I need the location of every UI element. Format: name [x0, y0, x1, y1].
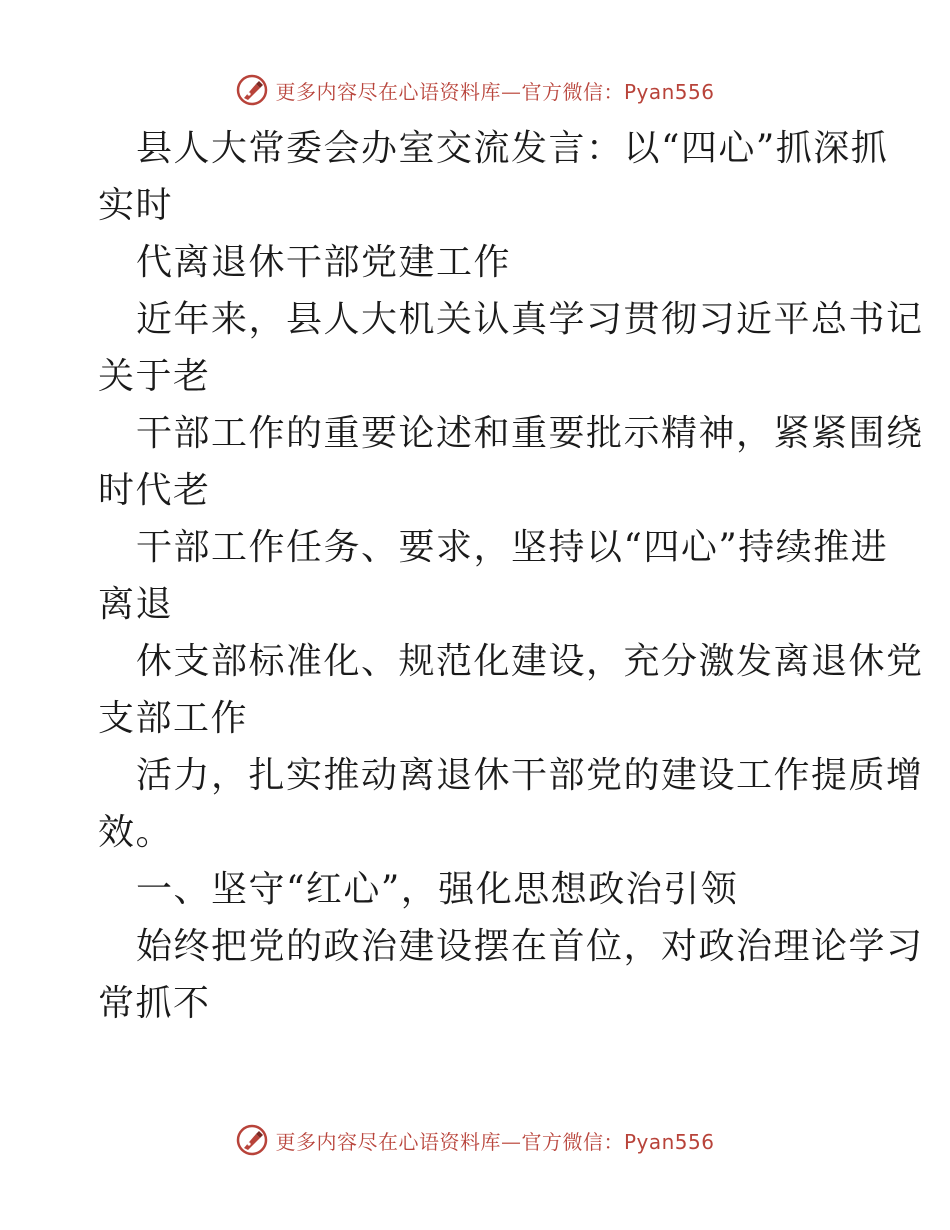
footer-contact: 官方微信：Pyan556 [521, 1129, 715, 1154]
page-footer [0, 1120, 950, 1160]
footer-slogan: 更多内容尽在心语资料库 [275, 1129, 501, 1154]
header-separator: — [500, 79, 522, 104]
header-slogan: 更多内容尽在心语资料库 [275, 79, 501, 104]
paragraph-line: 干部工作的重要论述和重要批示精神，紧紧围绕 [136, 413, 924, 454]
paragraph-line: 支部工作 [98, 698, 249, 739]
header-brand [235, 73, 714, 107]
document-body [98, 120, 924, 1032]
footer-brand [235, 1123, 714, 1157]
paragraph-line: 效。 [98, 812, 174, 853]
paragraph-line: 始终把党的政治建设摆在首位，对政治理论学习 [136, 926, 924, 967]
document-title-line: 实时 [98, 185, 174, 226]
page-header [0, 70, 950, 110]
paragraph-line: 休支部标准化、规范化建设，充分激发离退休党 [136, 641, 924, 682]
paragraph-line: 干部工作任务、要求，坚持以“四心”持续推进 [136, 527, 889, 568]
document-title-line: 县人大常委会办室交流发言：以“四心”抓深抓 [136, 128, 889, 169]
paragraph-line: 活力，扎实推动离退休干部党的建设工作提质增 [136, 755, 924, 796]
paragraph-line: 常抓不 [98, 983, 211, 1024]
footer-separator: — [500, 1129, 522, 1154]
paragraph-line: 关于老 [98, 356, 211, 397]
footer-brand-text [275, 1126, 714, 1155]
document-title-line: 代离退休干部党建工作 [136, 242, 512, 283]
header-contact: 官方微信：Pyan556 [521, 79, 715, 104]
section-heading: 一、坚守“红心”，强化思想政治引领 [136, 869, 739, 910]
header-brand-text [275, 76, 714, 105]
pen-nib-logo-icon [235, 1123, 269, 1157]
paragraph-line: 近年来，县人大机关认真学习贯彻习近平总书记 [136, 299, 924, 340]
paragraph-line: 离退 [98, 584, 174, 625]
pen-nib-logo-icon [235, 73, 269, 107]
paragraph-line: 时代老 [98, 470, 211, 511]
